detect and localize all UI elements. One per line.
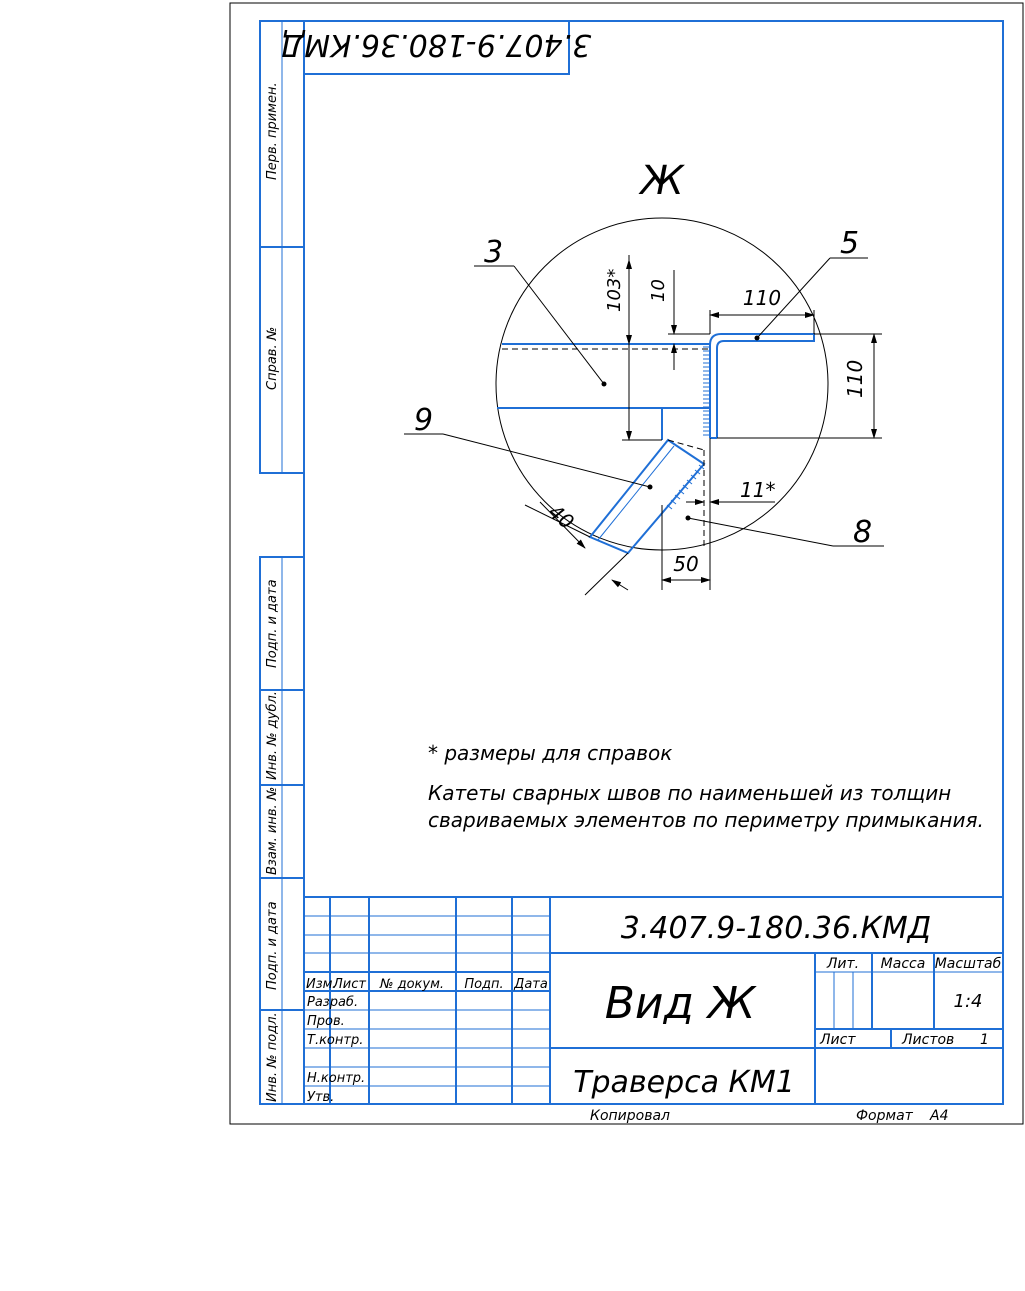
dim-10: 10 (648, 279, 669, 302)
header-signature: Подп. (464, 977, 504, 992)
callout-dot-5 (755, 336, 760, 341)
label-format: Формат (856, 1108, 913, 1124)
role-prov: Пров. (307, 1014, 345, 1029)
header-doc-number: № докум. (379, 977, 445, 992)
callout-8: 8 (853, 515, 873, 550)
header-izm: Изм. (306, 977, 337, 992)
dim-110-horizontal: 110 (742, 286, 782, 310)
strip-label-inv-dubl: Инв. № дубл. (265, 691, 280, 780)
title-block-code: 3.407.9-180.36.КМД (620, 911, 932, 946)
label-scale: Масштаб (934, 956, 1002, 972)
note-weld-line2: свариваемых элементов по периметру примыкания. (428, 808, 984, 832)
label-lit: Лит. (826, 956, 860, 972)
view-letter: Ж (640, 158, 684, 204)
part-9-brace (590, 440, 704, 553)
strip-label-podp2: Подп. и дата (265, 901, 280, 990)
dim-50: 50 (673, 552, 699, 576)
part-3-plate (497, 344, 710, 440)
callout-5: 5 (840, 226, 860, 261)
callout-dot-8 (686, 516, 691, 521)
callout-dot-3 (602, 382, 607, 387)
strip-label-inv-podl: Инв. № подл. (265, 1012, 280, 1102)
role-tkontr: Т.контр. (307, 1033, 364, 1048)
title-block-view-title: Вид Ж (604, 978, 756, 1029)
callout-leaders (404, 258, 884, 546)
role-razrab: Разраб. (307, 995, 359, 1010)
header-list: Лист (333, 977, 366, 992)
label-sheet: Лист (820, 1032, 856, 1048)
left-strip-labels (265, 82, 280, 1102)
dim-11: 11* (740, 478, 776, 502)
strip-label-podp1: Подп. и дата (265, 579, 280, 668)
dim-40: 40 (543, 499, 579, 535)
weld-hatch-vertical (703, 347, 710, 435)
scale-value: 1:4 (953, 991, 983, 1012)
dim-110-vertical: 110 (843, 359, 867, 398)
strip-label-vzam: Взам. инв. № (265, 786, 280, 875)
strip-label-sprav: Справ. № (265, 326, 280, 390)
part-5-angle (710, 334, 814, 438)
format-value: А4 (930, 1108, 949, 1124)
label-copied: Копировал (590, 1108, 670, 1124)
strip-label-perv: Перв. примен. (265, 82, 280, 180)
sheets-count: 1 (980, 1032, 989, 1048)
callout-3: 3 (484, 235, 504, 270)
role-nkontr: Н.контр. (307, 1071, 366, 1086)
title-block-product-name: Траверса КМ1 (573, 1065, 795, 1100)
note-reference: * размеры для справок (428, 741, 673, 765)
note-weld-line1: Катеты сварных швов по наименьшей из толщин (428, 781, 952, 805)
detail-circle (496, 218, 828, 550)
header-date: Дата (514, 977, 548, 992)
top-code: 3.407.9-180.36.КМД (280, 27, 592, 62)
role-utv: Утв. (307, 1090, 335, 1105)
dim-103: 103* (604, 268, 625, 312)
callout-dot-9 (648, 485, 653, 490)
label-mass: Масса (880, 956, 926, 972)
callout-9: 9 (414, 403, 434, 438)
label-sheets: Листов (902, 1032, 955, 1048)
